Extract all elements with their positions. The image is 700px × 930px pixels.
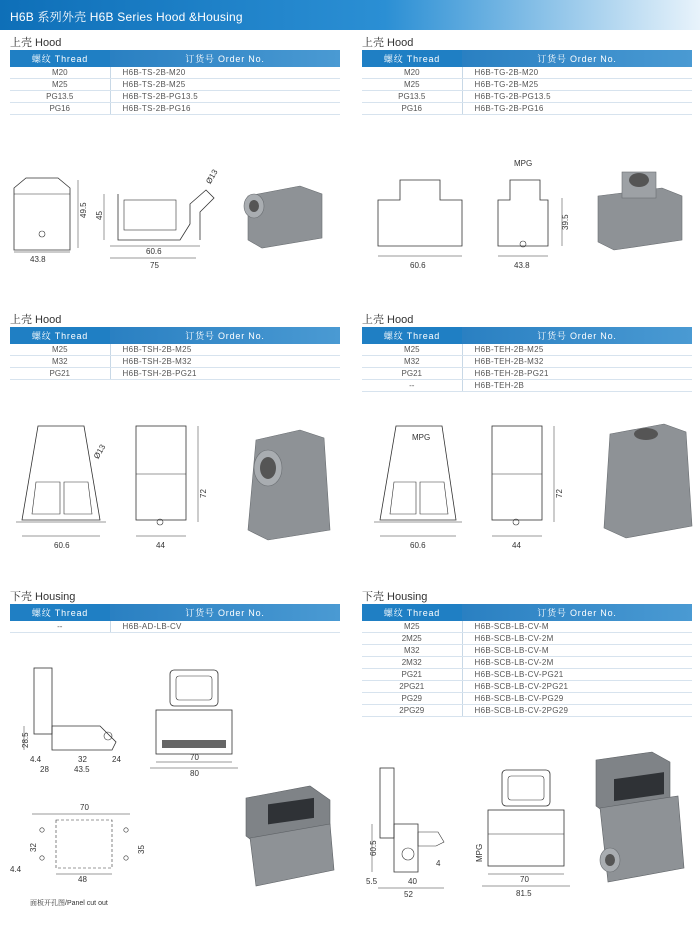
order-table xyxy=(10,50,340,115)
order-cell: H6B-SCB-LB-CV-2PG21 xyxy=(462,681,692,693)
order-cell: H6B-TSH-2B-M25 xyxy=(110,344,340,356)
table-row xyxy=(362,681,692,693)
section-title: 上壳 Hood xyxy=(362,314,414,326)
order-cell: H6B-TSH-2B-M32 xyxy=(110,356,340,368)
table-row xyxy=(362,380,692,392)
table-row xyxy=(10,67,340,79)
dim-label: 35 xyxy=(137,845,146,854)
dim-label: 39.5 xyxy=(561,214,570,230)
thread-cell: M25 xyxy=(362,621,462,633)
dim-label: 40 xyxy=(408,877,417,886)
thread-cell: M20 xyxy=(362,67,462,79)
thread-cell: M32 xyxy=(362,645,462,657)
order-header: 订货号 Order No. xyxy=(110,50,340,67)
order-cell: H6B-SCB-LB-CV-2M xyxy=(462,657,692,669)
dim-label: 32 xyxy=(29,843,38,852)
panel-cutout-caption: 面板开孔图/Panel cut out xyxy=(30,900,108,907)
hood-ts-drawing xyxy=(0,160,350,280)
thread-cell: PG16 xyxy=(362,103,462,115)
thread-cell: 2PG29 xyxy=(362,705,462,717)
section-title: 上壳 Hood xyxy=(362,37,414,49)
table-row xyxy=(10,356,340,368)
section-title: 下壳 Housing xyxy=(10,591,76,603)
thread-cell: M32 xyxy=(10,356,110,368)
dim-label: 81.5 xyxy=(516,889,532,898)
order-cell: H6B-TG-2B-M25 xyxy=(462,79,692,91)
header-banner xyxy=(0,0,700,30)
thread-cell: M25 xyxy=(362,79,462,91)
section-hood-tsh xyxy=(10,313,340,380)
order-table xyxy=(362,604,692,717)
dim-label: 48 xyxy=(78,875,87,884)
dim-label: Ø13 xyxy=(204,167,220,186)
table-row xyxy=(362,705,692,717)
thread-header: 螺纹 Thread xyxy=(10,604,110,621)
dim-label: 32 xyxy=(78,755,87,764)
dim-label: 60.6 xyxy=(410,261,426,270)
section-hood-tg xyxy=(362,36,692,115)
order-cell: H6B-TG-2B-PG16 xyxy=(462,103,692,115)
thread-header: 螺纹 Thread xyxy=(10,327,110,344)
thread-cell: PG29 xyxy=(362,693,462,705)
order-cell: H6B-TS-2B-M25 xyxy=(110,79,340,91)
thread-cell: M25 xyxy=(10,79,110,91)
section-title: 上壳 Hood xyxy=(10,314,62,326)
order-cell: H6B-TS-2B-PG16 xyxy=(110,103,340,115)
dim-label: Ø13 xyxy=(91,442,108,461)
dim-label: MPG xyxy=(412,433,431,442)
thread-header: 螺纹 Thread xyxy=(362,604,462,621)
table-row xyxy=(362,67,692,79)
hood-tsh-drawing xyxy=(0,410,350,560)
dim-label: 43.5 xyxy=(74,765,90,774)
thread-cell: 2M25 xyxy=(362,633,462,645)
dim-label: 80 xyxy=(190,769,199,778)
table-row xyxy=(10,344,340,356)
thread-cell: -- xyxy=(362,380,462,392)
thread-cell: 2M32 xyxy=(362,657,462,669)
thread-header: 螺纹 Thread xyxy=(362,50,462,67)
thread-cell: PG16 xyxy=(10,103,110,115)
table-row xyxy=(362,356,692,368)
table-row xyxy=(362,657,692,669)
order-cell: H6B-AD-LB-CV xyxy=(110,621,340,633)
dim-label: 44 xyxy=(512,541,521,550)
order-cell: H6B-TS-2B-M20 xyxy=(110,67,340,79)
section-hood-teh xyxy=(362,313,692,392)
order-cell: H6B-SCB-LB-CV-M xyxy=(462,621,692,633)
dim-label: MPG xyxy=(475,843,484,862)
dim-label: 44 xyxy=(156,541,165,550)
thread-cell: PG21 xyxy=(362,669,462,681)
thread-cell: M32 xyxy=(362,356,462,368)
dim-label: 4 xyxy=(436,859,441,868)
dim-label: 60.5 xyxy=(369,840,378,856)
dim-label: 60.6 xyxy=(54,541,70,550)
order-cell: H6B-SCB-LB-CV-PG29 xyxy=(462,693,692,705)
housing-scb-drawing xyxy=(352,750,700,900)
table-row xyxy=(10,79,340,91)
table-row xyxy=(362,693,692,705)
dim-label: 60.6 xyxy=(146,247,162,256)
thread-cell: PG13.5 xyxy=(10,91,110,103)
dim-label: 28 xyxy=(40,765,49,774)
order-cell: H6B-SCB-LB-CV-M xyxy=(462,645,692,657)
thread-header: 螺纹 Thread xyxy=(10,50,110,67)
dim-label: 5.5 xyxy=(366,877,378,886)
housing-ad-drawing xyxy=(0,650,350,900)
order-cell: H6B-TSH-2B-PG21 xyxy=(110,368,340,380)
dim-label: 70 xyxy=(520,875,529,884)
dim-label: 70 xyxy=(80,803,89,812)
dim-label: 4.4 xyxy=(30,755,42,764)
order-header: 订货号 Order No. xyxy=(110,604,340,621)
table-row xyxy=(362,645,692,657)
section-title: 下壳 Housing xyxy=(362,591,428,603)
thread-cell: M25 xyxy=(362,344,462,356)
order-cell: H6B-SCB-LB-CV-2M xyxy=(462,633,692,645)
order-table xyxy=(10,604,340,633)
thread-cell: M25 xyxy=(10,344,110,356)
order-cell: H6B-SCB-LB-CV-2PG29 xyxy=(462,705,692,717)
order-header: 订货号 Order No. xyxy=(462,327,692,344)
section-title: 上壳 Hood xyxy=(10,37,62,49)
dim-label: 24 xyxy=(112,755,121,764)
dim-label: 72 xyxy=(199,489,208,498)
thread-cell: PG13.5 xyxy=(362,91,462,103)
dim-label: 72 xyxy=(555,489,564,498)
order-cell: H6B-TEH-2B-M25 xyxy=(462,344,692,356)
order-cell: H6B-TG-2B-M20 xyxy=(462,67,692,79)
order-cell: H6B-TG-2B-PG13.5 xyxy=(462,91,692,103)
thread-cell: M20 xyxy=(10,67,110,79)
order-cell: H6B-TEH-2B-PG21 xyxy=(462,368,692,380)
page-title: H6B 系列外壳 H6B Series Hood &Housing xyxy=(10,10,243,24)
table-row xyxy=(10,621,340,633)
order-table xyxy=(362,327,692,392)
order-cell: H6B-TS-2B-PG13.5 xyxy=(110,91,340,103)
hood-tg-drawing xyxy=(352,150,700,280)
hood-teh-drawing xyxy=(352,410,700,560)
table-row xyxy=(362,669,692,681)
dim-label: 28.5 xyxy=(21,732,30,748)
dim-label: 60.6 xyxy=(410,541,426,550)
dim-label: MPG xyxy=(514,159,533,168)
thread-header: 螺纹 Thread xyxy=(362,327,462,344)
thread-cell: PG21 xyxy=(362,368,462,380)
table-row xyxy=(362,368,692,380)
order-header: 订货号 Order No. xyxy=(462,604,692,621)
dim-label: 43.8 xyxy=(30,255,46,264)
table-row xyxy=(362,79,692,91)
order-header: 订货号 Order No. xyxy=(110,327,340,344)
order-table xyxy=(10,327,340,380)
table-row xyxy=(10,368,340,380)
thread-cell: 2PG21 xyxy=(362,681,462,693)
dim-label: 52 xyxy=(404,890,413,899)
order-header: 订货号 Order No. xyxy=(462,50,692,67)
table-row xyxy=(362,344,692,356)
order-cell: H6B-TEH-2B-M32 xyxy=(462,356,692,368)
table-row xyxy=(362,91,692,103)
order-table xyxy=(362,50,692,115)
section-housing-ad xyxy=(10,590,340,633)
dim-label: 75 xyxy=(150,261,159,270)
table-row xyxy=(10,91,340,103)
order-cell: H6B-SCB-LB-CV-PG21 xyxy=(462,669,692,681)
dim-label: 70 xyxy=(190,753,199,762)
table-row xyxy=(10,103,340,115)
section-hood-ts xyxy=(10,36,340,115)
section-housing-scb xyxy=(362,590,692,717)
order-cell: H6B-TEH-2B xyxy=(462,380,692,392)
table-row xyxy=(362,633,692,645)
thread-cell: -- xyxy=(10,621,110,633)
dim-label: 4.4 xyxy=(10,865,22,874)
dim-label: 43.8 xyxy=(514,261,530,270)
dim-label: 45 xyxy=(95,211,104,220)
table-row xyxy=(362,621,692,633)
thread-cell: PG21 xyxy=(10,368,110,380)
table-row xyxy=(362,103,692,115)
dim-label: 49.5 xyxy=(79,202,88,218)
